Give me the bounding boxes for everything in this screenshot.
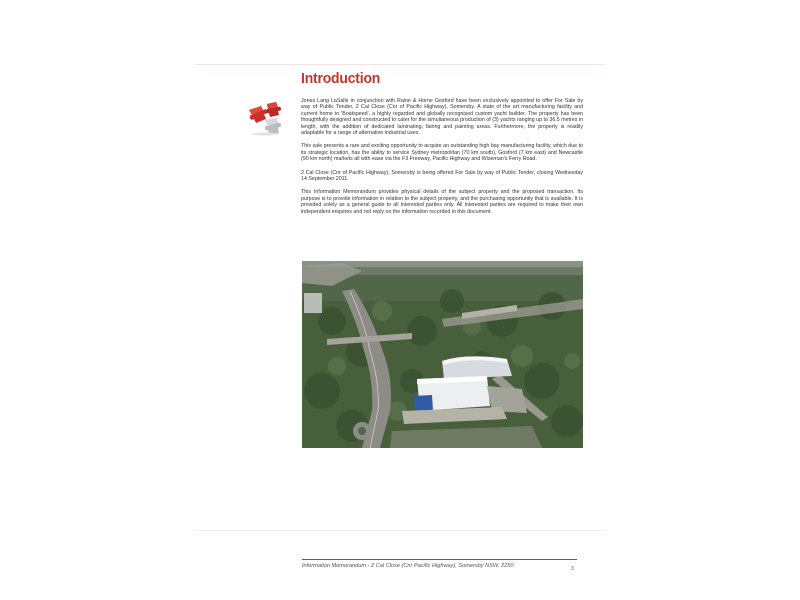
- page-number: 3: [571, 566, 574, 572]
- paragraph: This Information Memorandum provides physical details of the subject property and the proposed transaction. Its purpose is to provide information in relation to the subject property, and the purchasing opportunity that is available. It is provided solely as a general guide to all interested parties only. All interested parties are required to make their own independent enquires and not reply on the information recorded in this document.: [301, 189, 583, 215]
- paragraph: This sale presents a rare and exciting opportunity to acquire an outstanding high bay manufacturing facility, which due to its strategic location, has the ability to service Sydney metropolitan (70 km south), Gosford (7 km east) and Newcastle (90 km north) markets all with ease via the F3 Freeway, Pacific Highway and Wiseman's Ferry Road.: [301, 143, 583, 163]
- aerial-property-photo: [302, 261, 583, 448]
- footer-divider: [302, 559, 577, 560]
- puzzle-pieces-icon: [243, 100, 287, 136]
- footer-text: Information Memorandum - 2 Cal Close (Cnr Pacific Highway), Somersby NSW, 2250: [302, 563, 514, 569]
- introduction-body: [301, 98, 583, 222]
- top-divider: [195, 64, 605, 65]
- paragraph: 2 Cal Close (Cnr of Pacific Highway), Somersby is being offered For Sale by way of Public Tender, closing Wednesday 14 September 2011.: [301, 169, 583, 183]
- page-title: Introduction: [301, 70, 381, 87]
- paragraph: Jones Lang LaSalle in conjunction with Raine & Horne Gosford have been exclusively appointed to offer For Sale by way of Public Tender, 2 Cal Close (Cnr of Pacific Highway), Somersby. A state of the art manufacturing facility and current home to 'Boatspeed', a highly regarded and globally recognised custom yacht builder. The property has been thoughtfully designed and constructed to cater for the simultaneous production of (3) yachts ranging up to 36.5 metres in length, with the addition of dedicated laminating, fairing and painting areas. Furthermore, the property is readily adaptable for a range of alternative industrial uses.: [301, 98, 583, 137]
- bottom-divider: [195, 530, 605, 531]
